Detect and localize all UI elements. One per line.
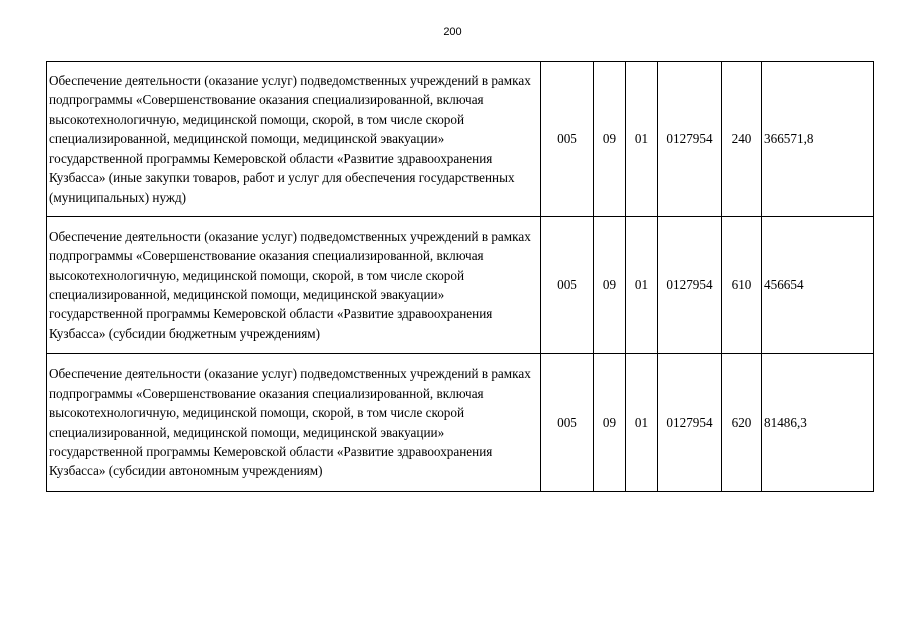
ministry-code-cell: 005 xyxy=(541,217,594,354)
budget-table xyxy=(46,61,874,492)
amount-cell: 366571,8 xyxy=(762,62,874,217)
table-row xyxy=(47,62,874,217)
expense-type-cell: 610 xyxy=(722,217,762,354)
description-cell: Обеспечение деятельности (оказание услуг) подведомственных учреждений в рамках подпрограммы «Совершенствование оказания специализированной, включая высокотехнологичную, медицинской помощи, скорой, в том числе скорой специализированной, медицинской помощи, медицинской эвакуации» государственной программы Кемеровской области «Развитие здравоохранения Кузбасса» (субсидии автономным учреждениям) xyxy=(47,354,541,492)
subsection-code-cell: 01 xyxy=(626,62,658,217)
section-code-cell: 09 xyxy=(594,62,626,217)
description-cell: Обеспечение деятельности (оказание услуг) подведомственных учреждений в рамках подпрограммы «Совершенствование оказания специализированной, включая высокотехнологичную, медицинской помощи, скорой, в том числе скорой специализированной, медицинской помощи, медицинской эвакуации» государственной программы Кемеровской области «Развитие здравоохранения Кузбасса» (иные закупки товаров, работ и услуг для обеспечения государственных (муниципальных) нужд) xyxy=(47,62,541,217)
ministry-code-cell: 005 xyxy=(541,354,594,492)
description-cell: Обеспечение деятельности (оказание услуг) подведомственных учреждений в рамках подпрограммы «Совершенствование оказания специализированной, включая высокотехнологичную, медицинской помощи, скорой, в том числе скорой специализированной, медицинской помощи, медицинской эвакуации» государственной программы Кемеровской области «Развитие здравоохранения Кузбасса» (субсидии бюджетным учреждениям) xyxy=(47,217,541,354)
amount-cell: 81486,3 xyxy=(762,354,874,492)
subsection-code-cell: 01 xyxy=(626,217,658,354)
page-number: 200 xyxy=(443,26,462,38)
target-article-cell: 0127954 xyxy=(658,354,722,492)
target-article-cell: 0127954 xyxy=(658,217,722,354)
table-row xyxy=(47,354,874,492)
section-code-cell: 09 xyxy=(594,217,626,354)
expense-type-cell: 240 xyxy=(722,62,762,217)
table-row xyxy=(47,217,874,354)
section-code-cell: 09 xyxy=(594,354,626,492)
subsection-code-cell: 01 xyxy=(626,354,658,492)
target-article-cell: 0127954 xyxy=(658,62,722,217)
ministry-code-cell: 005 xyxy=(541,62,594,217)
expense-type-cell: 620 xyxy=(722,354,762,492)
amount-cell: 456654 xyxy=(762,217,874,354)
